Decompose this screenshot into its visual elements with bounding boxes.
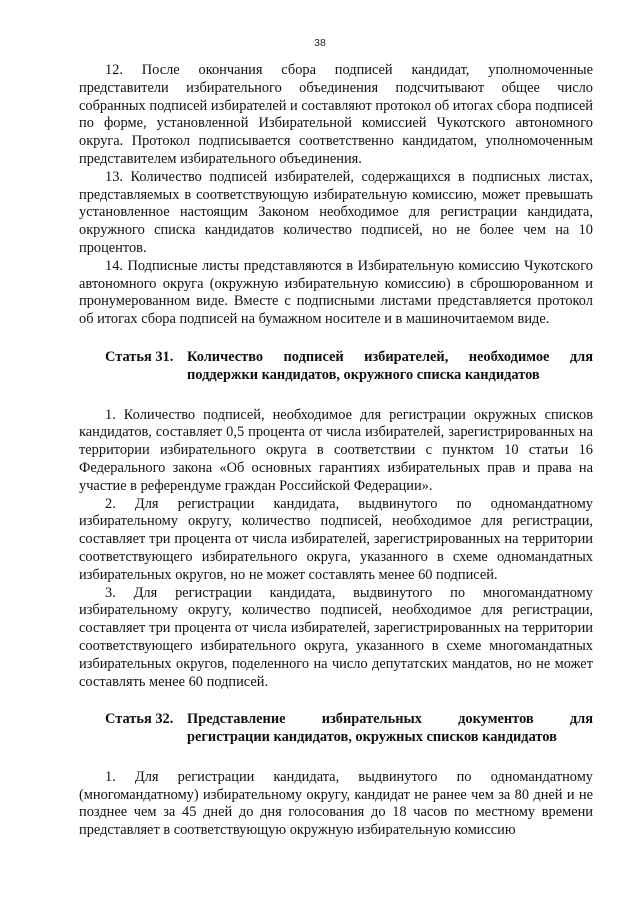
article-31-title <box>187 349 593 385</box>
article-31-paragraph-1: 1. Количество подписей, необходимое для регистрации окружных списков кандидатов, составляет 0,5 процента от числа избирателей, зарегистрированных на территории избирательного округа в соответствии с пунктом 10 статьи 16 Федерального закона «Об основных гарантиях избирательных прав и права на участие в референдуме граждан Российской Федерации». <box>79 406 593 494</box>
article-31-number: Статья 31. <box>105 348 174 365</box>
article-31-title-line2: поддержки кандидатов, окружного списка кандидатов <box>187 366 540 383</box>
article-32-title-line1: Представление избирательных документов для <box>187 711 593 728</box>
page-content <box>79 62 593 840</box>
paragraph-13: 13. Количество подписей избирателей, содержащихся в подписных листах, представляемых в соответствующую избирательную комиссию, может превышать установленное настоящим Законом необходимое для регистрации кандидата, окружного списка кандидатов количество подписей, но не более чем на 10 процентов. <box>79 168 593 256</box>
article-32-title <box>187 711 593 747</box>
page-number: 38 <box>314 37 326 49</box>
article-32-title-line2: регистрации кандидатов, окружных списков кандидатов <box>187 729 557 746</box>
article-31-title-line1: Количество подписей избирателей, необходимое для <box>187 348 593 365</box>
article-31-heading <box>79 349 593 385</box>
paragraph-14: 14. Подписные листы представляются в Избирательную комиссию Чукотского автономного округа (окружную избирательную комиссию) в сброшюрованном и пронумерованном виде. Вместе с подписными листами представляется протокол об итогах сбора подписей на бумажном носителе и в машиночитаемом виде. <box>79 257 593 328</box>
article-32-paragraph-1: 1. Для регистрации кандидата, выдвинутого по одномандатному (многомандатному) избирательному округу, кандидат не ранее чем за 80 дней и не позднее чем за 45 дней до дня голосования до 18 часов по местному времени представляет в соответствующую окружную избирательную комиссию <box>79 768 593 839</box>
article-32-heading <box>79 711 593 747</box>
paragraph-12: 12. После окончания сбора подписей кандидат, уполномоченные представители избирательного объединения подсчитывают общее число собранных подписей избирателей и составляют протокол об итогах сбора подписей по форме, установленной Избирательной комиссией Чукотского автономного округа. Протокол подписывается соответственно кандидатом, уполномоченным представителем избирательного объединения. <box>79 62 593 167</box>
article-31-paragraph-3: 3. Для регистрации кандидата, выдвинутого по многомандатному избирательному округу, количество подписей, необходимое для регистрации, составляет три процента от числа избирателей, зарегистрированных на территории соответствующего избирательного округа, указанного в схеме многомандатных избирательных округов, поделенного на число депутатских мандатов, но не может составлять менее 60 подписей. <box>79 584 593 690</box>
article-32-number: Статья 32. <box>105 711 174 728</box>
article-31-paragraph-2: 2. Для регистрации кандидата, выдвинутого по одномандатному избирательному округу, количество подписей, необходимое для регистрации, составляет три процента от числа избирателей, зарегистрированных на территории соответствующего избирательного округа, указанного в схеме одномандатных избирательных округов, но не может составлять менее 60 подписей. <box>79 495 593 583</box>
